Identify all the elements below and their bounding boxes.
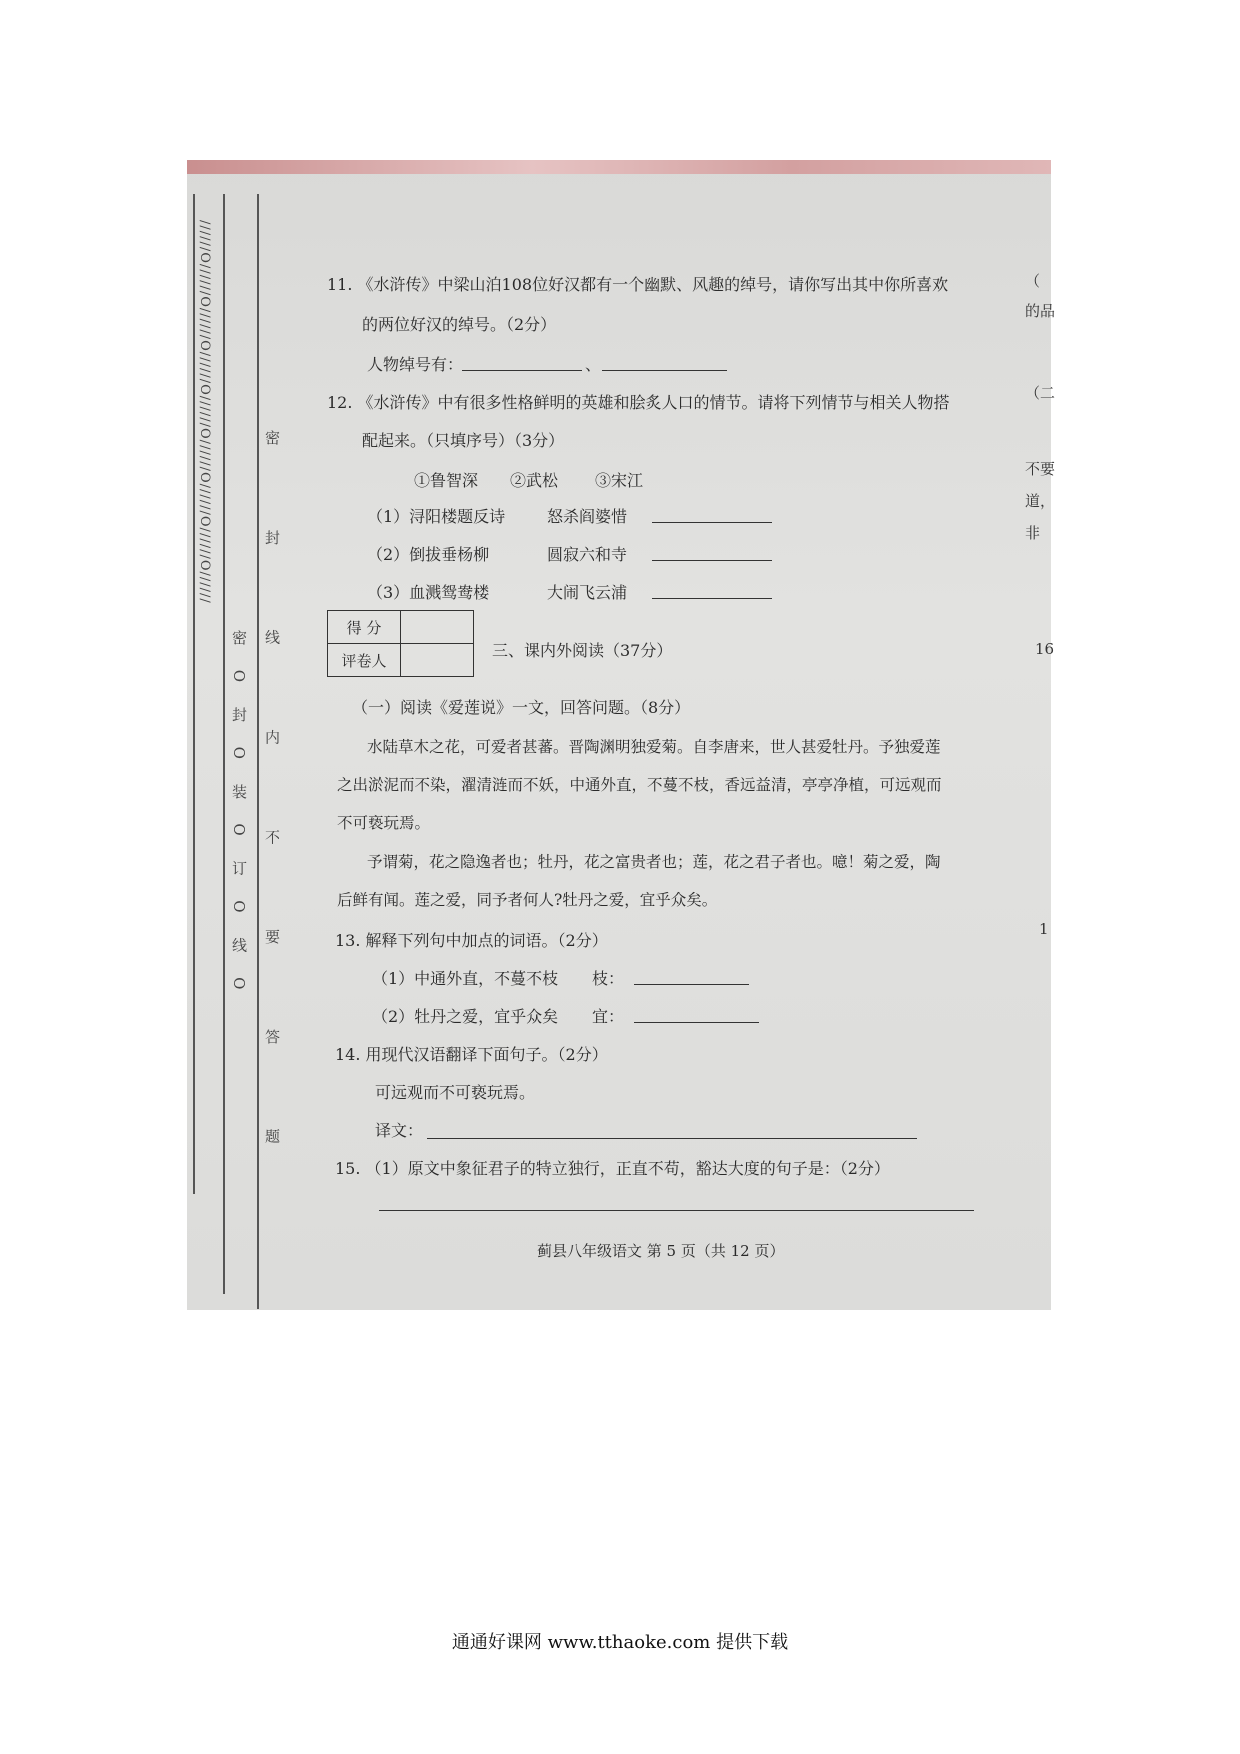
q13-stem: 13. 解释下列句中加点的词语。（2分） — [335, 931, 608, 950]
margin-line-2 — [223, 194, 225, 1294]
q12-row1-left: （1）浔阳楼题反诗 — [367, 507, 506, 526]
q13-item2-blank[interactable] — [634, 1022, 759, 1023]
q14-sentence: 可远观而不可亵玩焉。 — [375, 1083, 536, 1102]
q11-answer-blank-2[interactable] — [602, 370, 727, 371]
right-fragment-3: （二 — [1025, 384, 1056, 402]
grader-cell[interactable] — [401, 644, 474, 677]
q12-line2: 配起来。（只填序号）（3分） — [362, 431, 565, 450]
score-label: 得 分 — [328, 611, 401, 644]
q14-answer-label: 译文： — [375, 1121, 424, 1140]
right-fragment-4: 不要 — [1025, 460, 1056, 478]
q13-item1-blank[interactable] — [634, 984, 749, 985]
q11-line2: 的两位好汉的绰号。（2分） — [362, 315, 557, 334]
passage-p2-l2: 后鲜有闻。莲之爱，同予者何人?牡丹之爱，宜乎众矣。 — [337, 891, 718, 909]
scanned-exam-photo — [187, 160, 1056, 1310]
background-cloth — [187, 160, 1051, 174]
q11-line1: 11. 《水浒传》中梁山泊108位好汉都有一个幽默、风趣的绰号，请你写出其中你所喜欢 — [327, 275, 949, 294]
margin-slash-pattern: //////O//////O//////O//////O//////O//////O//////O//////O////// — [197, 220, 212, 604]
q14-stem: 14. 用现代汉语翻译下面句子。（2分） — [335, 1045, 608, 1064]
right-fragment-2: 的品 — [1025, 302, 1056, 320]
q12-option-3: ③宋江 — [595, 471, 644, 490]
page-footer: 蓟县八年级语文 第 5 页（共 12 页） — [537, 1242, 785, 1260]
q11-answer-label: 人物绰号有： — [367, 355, 464, 374]
right-fragment-6: 非 — [1025, 524, 1041, 542]
passage-p1-l1: 水陆草木之花，可爱者甚蕃。晋陶渊明独爱菊。自李唐来，世人甚爱牡丹。予独爱莲 — [367, 738, 941, 756]
q12-row3-blank[interactable] — [652, 598, 772, 599]
q11-separator: 、 — [585, 355, 602, 374]
right-fragment-5: 道， — [1025, 492, 1056, 510]
q12-line1: 12. 《水浒传》中有很多性格鲜明的英雄和脍炙人口的情节。请将下列情节与相关人物搭 — [327, 393, 950, 412]
passage-p1-l3: 不可亵玩焉。 — [337, 814, 431, 832]
section3-heading: 三、课内外阅读（37分） — [492, 641, 673, 660]
q12-option-2: ②武松 — [510, 471, 559, 490]
q12-row2-blank[interactable] — [652, 560, 772, 561]
q14-answer-blank[interactable] — [427, 1138, 917, 1139]
q12-row2-left: （2）倒拔垂杨柳 — [367, 545, 490, 564]
margin-seal-line-text: 密 O 封 O 装 O 订 O 线 O — [230, 630, 248, 1000]
score-box — [327, 610, 474, 677]
right-fragment-1: （ — [1025, 272, 1041, 290]
grader-label: 评卷人 — [328, 644, 401, 677]
q13-item2-word: 宜： — [592, 1007, 625, 1026]
q12-row3-left: （3）血溅鸳鸯楼 — [367, 583, 490, 602]
q15-answer-blank[interactable] — [379, 1210, 974, 1211]
q13-item1-sentence: （1）中通外直，不蔓不枝 — [372, 969, 559, 988]
passage-p2-l1: 予谓菊，花之隐逸者也；牡丹，花之富贵者也；莲，花之君子者也。噫！菊之爱，陶 — [367, 853, 941, 871]
margin-line-1 — [193, 194, 195, 1194]
q12-row3-right: 大闹飞云浦 — [547, 583, 628, 602]
q12-row1-right: 怒杀阎婆惜 — [547, 507, 628, 526]
q12-option-1: ①鲁智深 — [414, 471, 479, 490]
right-fragment-8: 1 — [1039, 920, 1049, 938]
download-source-footer: 通通好课网 www.tthaoke.com 提供下载 — [451, 1632, 789, 1653]
q15-stem: 15. （1）原文中象征君子的特立独行，正直不苟，豁达大度的句子是：（2分） — [335, 1159, 890, 1178]
q13-item1-word: 枝： — [592, 969, 625, 988]
reading1-title: （一）阅读《爱莲说》一文，回答问题。（8分） — [352, 698, 691, 717]
score-cell[interactable] — [401, 611, 474, 644]
q11-answer-blank-1[interactable] — [462, 370, 582, 371]
margin-warning-text: 密 封 线 内 不 要 答 题 — [263, 430, 281, 1184]
q12-row1-blank[interactable] — [652, 522, 772, 523]
passage-p1-l2: 之出淤泥而不染，濯清涟而不妖，中通外直，不蔓不枝，香远益清，亭亭净植，可远观而 — [337, 776, 942, 794]
right-fragment-7: 16 — [1035, 640, 1055, 658]
q12-row2-right: 圆寂六和寺 — [547, 545, 628, 564]
q13-item2-sentence: （2）牡丹之爱，宜乎众矣 — [372, 1007, 559, 1026]
margin-line-3 — [257, 194, 259, 1309]
